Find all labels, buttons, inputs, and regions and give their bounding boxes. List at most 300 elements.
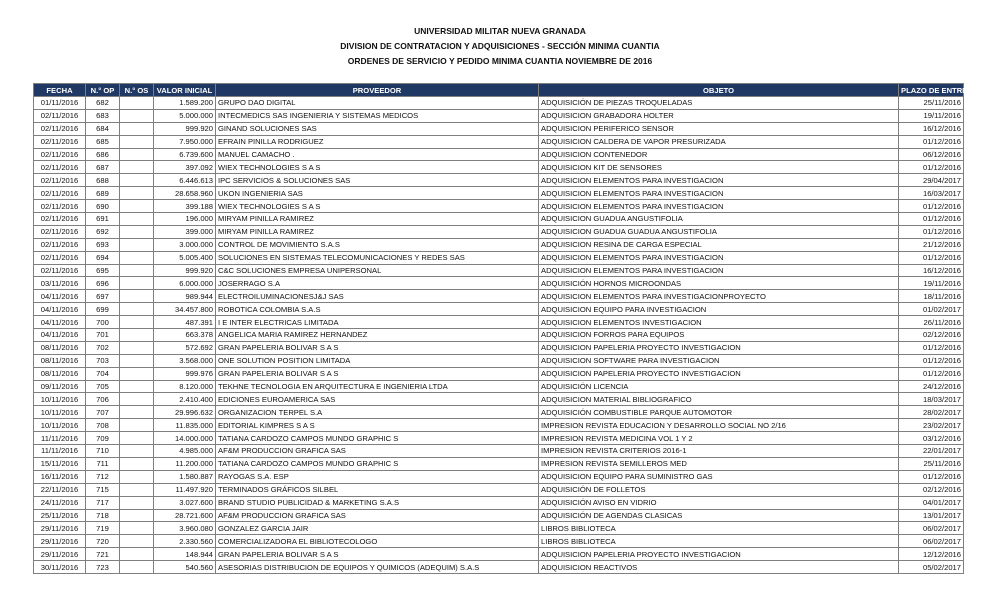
cell-op: 694 — [86, 251, 120, 264]
cell-objeto: ADQUISICION ELEMENTOS PARA INVESTIGACION — [539, 174, 899, 187]
cell-op: 686 — [86, 148, 120, 161]
cell-valor: 5.005.400 — [154, 251, 216, 264]
table-header-row — [34, 84, 964, 97]
table-row — [34, 445, 964, 458]
cell-op: 718 — [86, 509, 120, 522]
cell-fecha: 10/11/2016 — [34, 419, 86, 432]
cell-fecha: 04/11/2016 — [34, 303, 86, 316]
cell-proveedor: ASESORIAS DISTRIBUCION DE EQUIPOS Y QUIMICOS (ADEQUIM) S.A.S — [216, 561, 539, 574]
cell-op: 687 — [86, 161, 120, 174]
table-row — [34, 393, 964, 406]
cell-fecha: 08/11/2016 — [34, 341, 86, 354]
cell-objeto: ADQUISICION EQUIPO PARA SUMINISTRO GAS — [539, 470, 899, 483]
cell-op: 695 — [86, 264, 120, 277]
cell-objeto: LIBROS BIBLIOTECA — [539, 522, 899, 535]
cell-op: 697 — [86, 290, 120, 303]
cell-fecha: 02/11/2016 — [34, 187, 86, 200]
cell-fecha: 02/11/2016 — [34, 161, 86, 174]
table-row — [34, 432, 964, 445]
cell-os — [120, 264, 154, 277]
cell-plazo: 23/02/2017 — [899, 419, 964, 432]
cell-plazo: 01/12/2016 — [899, 341, 964, 354]
cell-op: 717 — [86, 496, 120, 509]
table-row — [34, 97, 964, 110]
cell-os — [120, 277, 154, 290]
cell-objeto: ADQUISICION PAPELERIA PROYECTO INVESTIGACION — [539, 367, 899, 380]
cell-fecha: 29/11/2016 — [34, 548, 86, 561]
table-row — [34, 509, 964, 522]
cell-valor: 999.976 — [154, 367, 216, 380]
cell-valor: 28.721.600 — [154, 509, 216, 522]
table-row — [34, 561, 964, 574]
cell-op: 721 — [86, 548, 120, 561]
cell-objeto: ADQUISICION KIT DE SENSORES — [539, 161, 899, 174]
cell-os — [120, 406, 154, 419]
table-row — [34, 187, 964, 200]
cell-proveedor: EFRAIN PINILLA RODRIGUEZ — [216, 135, 539, 148]
cell-objeto: ADQUISICIÓN LICENCIA — [539, 380, 899, 393]
cell-op: 684 — [86, 122, 120, 135]
cell-valor: 34.457.800 — [154, 303, 216, 316]
cell-plazo: 01/12/2016 — [899, 367, 964, 380]
cell-os — [120, 548, 154, 561]
cell-op: 682 — [86, 97, 120, 110]
cell-plazo: 01/12/2016 — [899, 213, 964, 226]
cell-objeto: ADQUISICIÓN DE AGENDAS CLASICAS — [539, 509, 899, 522]
cell-valor: 989.944 — [154, 290, 216, 303]
cell-plazo: 02/12/2016 — [899, 483, 964, 496]
cell-proveedor: RAYOGAS S.A. ESP — [216, 470, 539, 483]
cell-fecha: 25/11/2016 — [34, 509, 86, 522]
table-row — [34, 548, 964, 561]
cell-os — [120, 522, 154, 535]
column-header-valor: VALOR INICIAL — [154, 84, 216, 97]
cell-objeto: ADQUISICION REACTIVOS — [539, 561, 899, 574]
cell-objeto: ADQUISICION SOFTWARE PARA INVESTIGACION — [539, 354, 899, 367]
cell-objeto: ADQUISICION GUADUA ANGUSTIFOLIA — [539, 213, 899, 226]
cell-op: 711 — [86, 457, 120, 470]
cell-valor: 11.497.920 — [154, 483, 216, 496]
cell-valor: 487.391 — [154, 316, 216, 329]
cell-objeto: ADQUISICIÓN COMBUSTIBLE PARQUE AUTOMOTOR — [539, 406, 899, 419]
cell-op: 719 — [86, 522, 120, 535]
report-title: ORDENES DE SERVICIO Y PEDIDO MINIMA CUANTIA NOVIEMBRE DE 2016 — [347, 56, 653, 66]
cell-os — [120, 135, 154, 148]
cell-plazo: 01/12/2016 — [899, 354, 964, 367]
cell-proveedor: GINAND SOLUCIONES SAS — [216, 122, 539, 135]
cell-fecha: 15/11/2016 — [34, 457, 86, 470]
table-row — [34, 200, 964, 213]
table-row — [34, 174, 964, 187]
cell-op: 723 — [86, 561, 120, 574]
cell-proveedor: GRAN PAPELERIA BOLIVAR S A S — [216, 367, 539, 380]
cell-fecha: 03/11/2016 — [34, 277, 86, 290]
cell-plazo: 01/12/2016 — [899, 200, 964, 213]
cell-plazo: 18/03/2017 — [899, 393, 964, 406]
cell-os — [120, 354, 154, 367]
cell-plazo: 02/12/2016 — [899, 329, 964, 342]
table-row — [34, 277, 964, 290]
table-row — [34, 367, 964, 380]
cell-objeto: ADQUISICIÓN AVISO EN VIDRIO — [539, 496, 899, 509]
cell-valor: 2.410.400 — [154, 393, 216, 406]
cell-proveedor: I E INTER ELECTRICAS LIMITADA — [216, 316, 539, 329]
cell-plazo: 01/12/2016 — [899, 225, 964, 238]
cell-fecha: 09/11/2016 — [34, 380, 86, 393]
cell-op: 699 — [86, 303, 120, 316]
cell-objeto: ADQUISICION ELEMENTOS INVESTIGACION — [539, 316, 899, 329]
cell-valor: 11.200.000 — [154, 457, 216, 470]
cell-fecha: 29/11/2016 — [34, 535, 86, 548]
cell-os — [120, 225, 154, 238]
cell-fecha: 29/11/2016 — [34, 522, 86, 535]
cell-valor: 999.920 — [154, 264, 216, 277]
cell-fecha: 24/11/2016 — [34, 496, 86, 509]
cell-proveedor: IPC SERVICIOS & SOLUCIONES SAS — [216, 174, 539, 187]
cell-os — [120, 290, 154, 303]
cell-fecha: 02/11/2016 — [34, 174, 86, 187]
cell-op: 720 — [86, 535, 120, 548]
cell-os — [120, 561, 154, 574]
cell-objeto: ADQUISICION CONTENEDOR — [539, 148, 899, 161]
cell-fecha: 02/11/2016 — [34, 200, 86, 213]
cell-objeto: ADQUISICION PAPELERIA PROYECTO INVESTIGACION — [539, 548, 899, 561]
table-row — [34, 290, 964, 303]
cell-fecha: 04/11/2016 — [34, 329, 86, 342]
cell-op: 704 — [86, 367, 120, 380]
cell-proveedor: INTECMEDICS SAS INGENIERIA Y SISTEMAS MEDICOS — [216, 109, 539, 122]
cell-objeto: ADQUISICION PAPELERIA PROYECTO INVESTIGACION — [539, 341, 899, 354]
cell-valor: 6.000.000 — [154, 277, 216, 290]
cell-plazo: 18/11/2016 — [899, 290, 964, 303]
cell-objeto: IMPRESION REVISTA CRITERIOS 2016-1 — [539, 445, 899, 458]
cell-objeto: ADQUISICION GUADUA GUADUA ANGUSTIFOLIA — [539, 225, 899, 238]
cell-objeto: ADQUISICIÓN DE PIEZAS TROQUELADAS — [539, 97, 899, 110]
cell-valor: 28.658.960 — [154, 187, 216, 200]
cell-fecha: 08/11/2016 — [34, 367, 86, 380]
cell-proveedor: UKON INGENIERIA SAS — [216, 187, 539, 200]
column-header-plazo: PLAZO DE ENTREGA — [899, 84, 964, 97]
cell-os — [120, 251, 154, 264]
cell-plazo: 06/02/2017 — [899, 535, 964, 548]
cell-plazo: 01/12/2016 — [899, 161, 964, 174]
cell-plazo: 19/11/2016 — [899, 277, 964, 290]
table-row — [34, 238, 964, 251]
table-row — [34, 483, 964, 496]
cell-fecha: 11/11/2016 — [34, 445, 86, 458]
cell-proveedor: EDITORIAL KIMPRES S A S — [216, 419, 539, 432]
cell-fecha: 02/11/2016 — [34, 109, 86, 122]
cell-valor: 5.000.000 — [154, 109, 216, 122]
table-row — [34, 341, 964, 354]
cell-fecha: 30/11/2016 — [34, 561, 86, 574]
cell-proveedor: MIRYAM PINILLA RAMIREZ — [216, 225, 539, 238]
cell-proveedor: GRAN PAPELERIA BOLIVAR S A S — [216, 548, 539, 561]
cell-objeto: ADQUISICION CALDERA DE VAPOR PRESURIZADA — [539, 135, 899, 148]
cell-valor: 3.960.080 — [154, 522, 216, 535]
cell-objeto: ADQUISICION ELEMENTOS PARA INVESTIGACIONPROYECTO — [539, 290, 899, 303]
cell-fecha: 02/11/2016 — [34, 148, 86, 161]
cell-op: 707 — [86, 406, 120, 419]
cell-valor: 3.568.000 — [154, 354, 216, 367]
cell-plazo: 01/02/2017 — [899, 303, 964, 316]
table-row — [34, 457, 964, 470]
table-row — [34, 535, 964, 548]
cell-fecha: 02/11/2016 — [34, 238, 86, 251]
cell-fecha: 16/11/2016 — [34, 470, 86, 483]
cell-os — [120, 445, 154, 458]
cell-valor: 148.944 — [154, 548, 216, 561]
cell-valor: 3.000.000 — [154, 238, 216, 251]
cell-os — [120, 174, 154, 187]
cell-fecha: 02/11/2016 — [34, 225, 86, 238]
cell-plazo: 24/12/2016 — [899, 380, 964, 393]
cell-proveedor: SOLUCIONES EN SISTEMAS TELECOMUNICACIONES Y REDES SAS — [216, 251, 539, 264]
cell-os — [120, 187, 154, 200]
table-row — [34, 522, 964, 535]
table-row — [34, 135, 964, 148]
cell-fecha: 02/11/2016 — [34, 122, 86, 135]
cell-os — [120, 419, 154, 432]
table-row — [34, 251, 964, 264]
cell-proveedor: TATIANA CARDOZO CAMPOS MUNDO GRAPHIC S — [216, 457, 539, 470]
table-row — [34, 148, 964, 161]
cell-op: 696 — [86, 277, 120, 290]
cell-valor: 4.985.000 — [154, 445, 216, 458]
cell-op: 693 — [86, 238, 120, 251]
cell-os — [120, 122, 154, 135]
cell-os — [120, 109, 154, 122]
cell-valor: 7.950.000 — [154, 135, 216, 148]
cell-proveedor: ELECTROILUMINACIONESJ&J SAS — [216, 290, 539, 303]
cell-os — [120, 341, 154, 354]
cell-os — [120, 393, 154, 406]
cell-valor: 399.000 — [154, 225, 216, 238]
cell-plazo: 26/11/2016 — [899, 316, 964, 329]
cell-plazo: 28/02/2017 — [899, 406, 964, 419]
cell-proveedor: BRAND STUDIO PUBLICIDAD & MARKETING S.A.S — [216, 496, 539, 509]
cell-objeto: ADQUISICIÓN HORNOS MICROONDAS — [539, 277, 899, 290]
cell-objeto: IMPRESION REVISTA SEMILLEROS MED — [539, 457, 899, 470]
cell-os — [120, 148, 154, 161]
cell-plazo: 06/02/2017 — [899, 522, 964, 535]
cell-proveedor: ANGELICA MARIA RAMIREZ HERNANDEZ — [216, 329, 539, 342]
cell-objeto: ADQUISICION RESINA DE CARGA ESPECIAL — [539, 238, 899, 251]
cell-os — [120, 457, 154, 470]
cell-valor: 6.739.600 — [154, 148, 216, 161]
cell-op: 703 — [86, 354, 120, 367]
cell-valor: 8.120.000 — [154, 380, 216, 393]
cell-plazo: 03/12/2016 — [899, 432, 964, 445]
cell-proveedor: GRUPO DAO DIGITAL — [216, 97, 539, 110]
cell-objeto: ADQUISICION ELEMENTOS PARA INVESTIGACION — [539, 200, 899, 213]
cell-op: 708 — [86, 419, 120, 432]
cell-os — [120, 161, 154, 174]
cell-op: 715 — [86, 483, 120, 496]
column-header-op: N.° OP — [86, 84, 120, 97]
table-row — [34, 496, 964, 509]
cell-fecha: 10/11/2016 — [34, 406, 86, 419]
cell-proveedor: AF&M PRODUCCION GRAFICA SAS — [216, 445, 539, 458]
cell-op: 691 — [86, 213, 120, 226]
cell-plazo: 01/12/2016 — [899, 135, 964, 148]
division-title: DIVISION DE CONTRATACION Y ADQUISICIONES - SECCIÓN MINIMA CUANTIA — [340, 41, 660, 51]
cell-os — [120, 509, 154, 522]
cell-plazo: 25/11/2016 — [899, 97, 964, 110]
cell-op: 702 — [86, 341, 120, 354]
cell-plazo: 19/11/2016 — [899, 109, 964, 122]
table-row — [34, 109, 964, 122]
cell-objeto: IMPRESION REVISTA EDUCACION Y DESARROLLO SOCIAL NO 2/16 — [539, 419, 899, 432]
cell-plazo: 29/04/2017 — [899, 174, 964, 187]
cell-op: 709 — [86, 432, 120, 445]
cell-os — [120, 213, 154, 226]
cell-objeto: ADQUISICIÓN DE FOLLETOS — [539, 483, 899, 496]
column-header-fecha: FECHA — [34, 84, 86, 97]
cell-objeto: ADQUISICION EQUIPO PARA INVESTIGACION — [539, 303, 899, 316]
cell-proveedor: MANUEL CAMACHO . — [216, 148, 539, 161]
cell-op: 689 — [86, 187, 120, 200]
cell-os — [120, 316, 154, 329]
table-row — [34, 380, 964, 393]
table-row — [34, 354, 964, 367]
cell-fecha: 02/11/2016 — [34, 135, 86, 148]
table-row — [34, 225, 964, 238]
cell-proveedor: AF&M PRODUCCION GRAFICA SAS — [216, 509, 539, 522]
table-row — [34, 470, 964, 483]
cell-os — [120, 97, 154, 110]
cell-plazo: 12/12/2016 — [899, 548, 964, 561]
table-row — [34, 329, 964, 342]
table-row — [34, 122, 964, 135]
cell-proveedor: GONZALEZ GARCIA JAIR — [216, 522, 539, 535]
cell-os — [120, 535, 154, 548]
cell-objeto: LIBROS BIBLIOTECA — [539, 535, 899, 548]
cell-os — [120, 380, 154, 393]
cell-plazo: 04/01/2017 — [899, 496, 964, 509]
cell-proveedor: ORGANIZACION TERPEL S.A — [216, 406, 539, 419]
cell-valor: 572.692 — [154, 341, 216, 354]
cell-fecha: 02/11/2016 — [34, 264, 86, 277]
cell-plazo: 06/12/2016 — [899, 148, 964, 161]
table-row — [34, 264, 964, 277]
table-row — [34, 213, 964, 226]
cell-objeto: ADQUISICION MATERIAL BIBLIOGRAFICO — [539, 393, 899, 406]
cell-op: 683 — [86, 109, 120, 122]
cell-plazo: 16/03/2017 — [899, 187, 964, 200]
cell-op: 700 — [86, 316, 120, 329]
cell-valor: 196.000 — [154, 213, 216, 226]
cell-op: 692 — [86, 225, 120, 238]
cell-fecha: 01/11/2016 — [34, 97, 86, 110]
cell-proveedor: ROBOTICA COLOMBIA S.A.S — [216, 303, 539, 316]
cell-objeto: ADQUISICION GRABADORA HOLTER — [539, 109, 899, 122]
cell-proveedor: WIEX TECHNOLOGIES S A S — [216, 161, 539, 174]
cell-valor: 3.027.600 — [154, 496, 216, 509]
cell-valor: 1.580.887 — [154, 470, 216, 483]
cell-plazo: 01/12/2016 — [899, 251, 964, 264]
table-row — [34, 161, 964, 174]
cell-fecha: 08/11/2016 — [34, 354, 86, 367]
cell-os — [120, 483, 154, 496]
cell-op: 712 — [86, 470, 120, 483]
cell-valor: 999.920 — [154, 122, 216, 135]
cell-os — [120, 470, 154, 483]
cell-objeto: ADQUISICION ELEMENTOS PARA INVESTIGACION — [539, 251, 899, 264]
cell-plazo: 13/01/2017 — [899, 509, 964, 522]
cell-objeto: ADQUISICION FORROS PARA EQUIPOS — [539, 329, 899, 342]
cell-valor: 6.446.613 — [154, 174, 216, 187]
cell-valor: 663.378 — [154, 329, 216, 342]
cell-valor: 397.092 — [154, 161, 216, 174]
cell-fecha: 02/11/2016 — [34, 213, 86, 226]
cell-proveedor: TERMINADOS GRÁFICOS SILBEL — [216, 483, 539, 496]
cell-plazo: 22/01/2017 — [899, 445, 964, 458]
cell-plazo: 16/12/2016 — [899, 264, 964, 277]
cell-plazo: 01/12/2016 — [899, 470, 964, 483]
cell-proveedor: TEKHNE TECNOLOGIA EN ARQUITECTURA E INGENIERIA LTDA — [216, 380, 539, 393]
cell-proveedor: ONE SOLUTION POSITION LIMITADA — [216, 354, 539, 367]
cell-proveedor: COMERCIALIZADORA EL BIBLIOTECOLOGO — [216, 535, 539, 548]
table-row — [34, 406, 964, 419]
table-row — [34, 303, 964, 316]
cell-proveedor: CONTROL DE MOVIMIENTO S.A.S — [216, 238, 539, 251]
cell-op: 688 — [86, 174, 120, 187]
cell-os — [120, 367, 154, 380]
cell-fecha: 02/11/2016 — [34, 251, 86, 264]
cell-objeto: ADQUISICION PERIFERICO SENSOR — [539, 122, 899, 135]
cell-proveedor: WIEX TECHNOLOGIES S A S — [216, 200, 539, 213]
cell-proveedor: MIRYAM PINILLA RAMIREZ — [216, 213, 539, 226]
cell-fecha: 10/11/2016 — [34, 393, 86, 406]
cell-fecha: 04/11/2016 — [34, 290, 86, 303]
cell-fecha: 11/11/2016 — [34, 432, 86, 445]
cell-plazo: 05/02/2017 — [899, 561, 964, 574]
cell-plazo: 16/12/2016 — [899, 122, 964, 135]
cell-valor: 540.560 — [154, 561, 216, 574]
cell-fecha: 04/11/2016 — [34, 316, 86, 329]
cell-fecha: 22/11/2016 — [34, 483, 86, 496]
cell-valor: 2.330.560 — [154, 535, 216, 548]
column-header-proveedor: PROVEEDOR — [216, 84, 539, 97]
cell-os — [120, 238, 154, 251]
cell-valor: 1.589.200 — [154, 97, 216, 110]
cell-op: 706 — [86, 393, 120, 406]
cell-os — [120, 329, 154, 342]
column-header-objeto: OBJETO — [539, 84, 899, 97]
university-title: UNIVERSIDAD MILITAR NUEVA GRANADA — [414, 26, 586, 36]
cell-proveedor: C&C SOLUCIONES EMPRESA UNIPERSONAL — [216, 264, 539, 277]
cell-objeto: IMPRESION REVISTA MEDICINA VOL 1 Y 2 — [539, 432, 899, 445]
column-header-os: N.° OS — [120, 84, 154, 97]
cell-proveedor: GRAN PAPELERIA BOLIVAR S A S — [216, 341, 539, 354]
cell-objeto: ADQUISICION ELEMENTOS PARA INVESTIGACION — [539, 264, 899, 277]
cell-op: 710 — [86, 445, 120, 458]
cell-os — [120, 496, 154, 509]
cell-proveedor: TATIANA CARDOZO CAMPOS MUNDO GRAPHIC S — [216, 432, 539, 445]
cell-plazo: 25/11/2016 — [899, 457, 964, 470]
cell-op: 705 — [86, 380, 120, 393]
table-row — [34, 316, 964, 329]
cell-op: 701 — [86, 329, 120, 342]
cell-objeto: ADQUISICION ELEMENTOS PARA INVESTIGACION — [539, 187, 899, 200]
cell-op: 690 — [86, 200, 120, 213]
cell-proveedor: EDICIONES EUROAMERICA SAS — [216, 393, 539, 406]
cell-proveedor: JOSERRAGO S.A — [216, 277, 539, 290]
cell-plazo: 21/12/2016 — [899, 238, 964, 251]
cell-os — [120, 303, 154, 316]
cell-valor: 11.835.000 — [154, 419, 216, 432]
